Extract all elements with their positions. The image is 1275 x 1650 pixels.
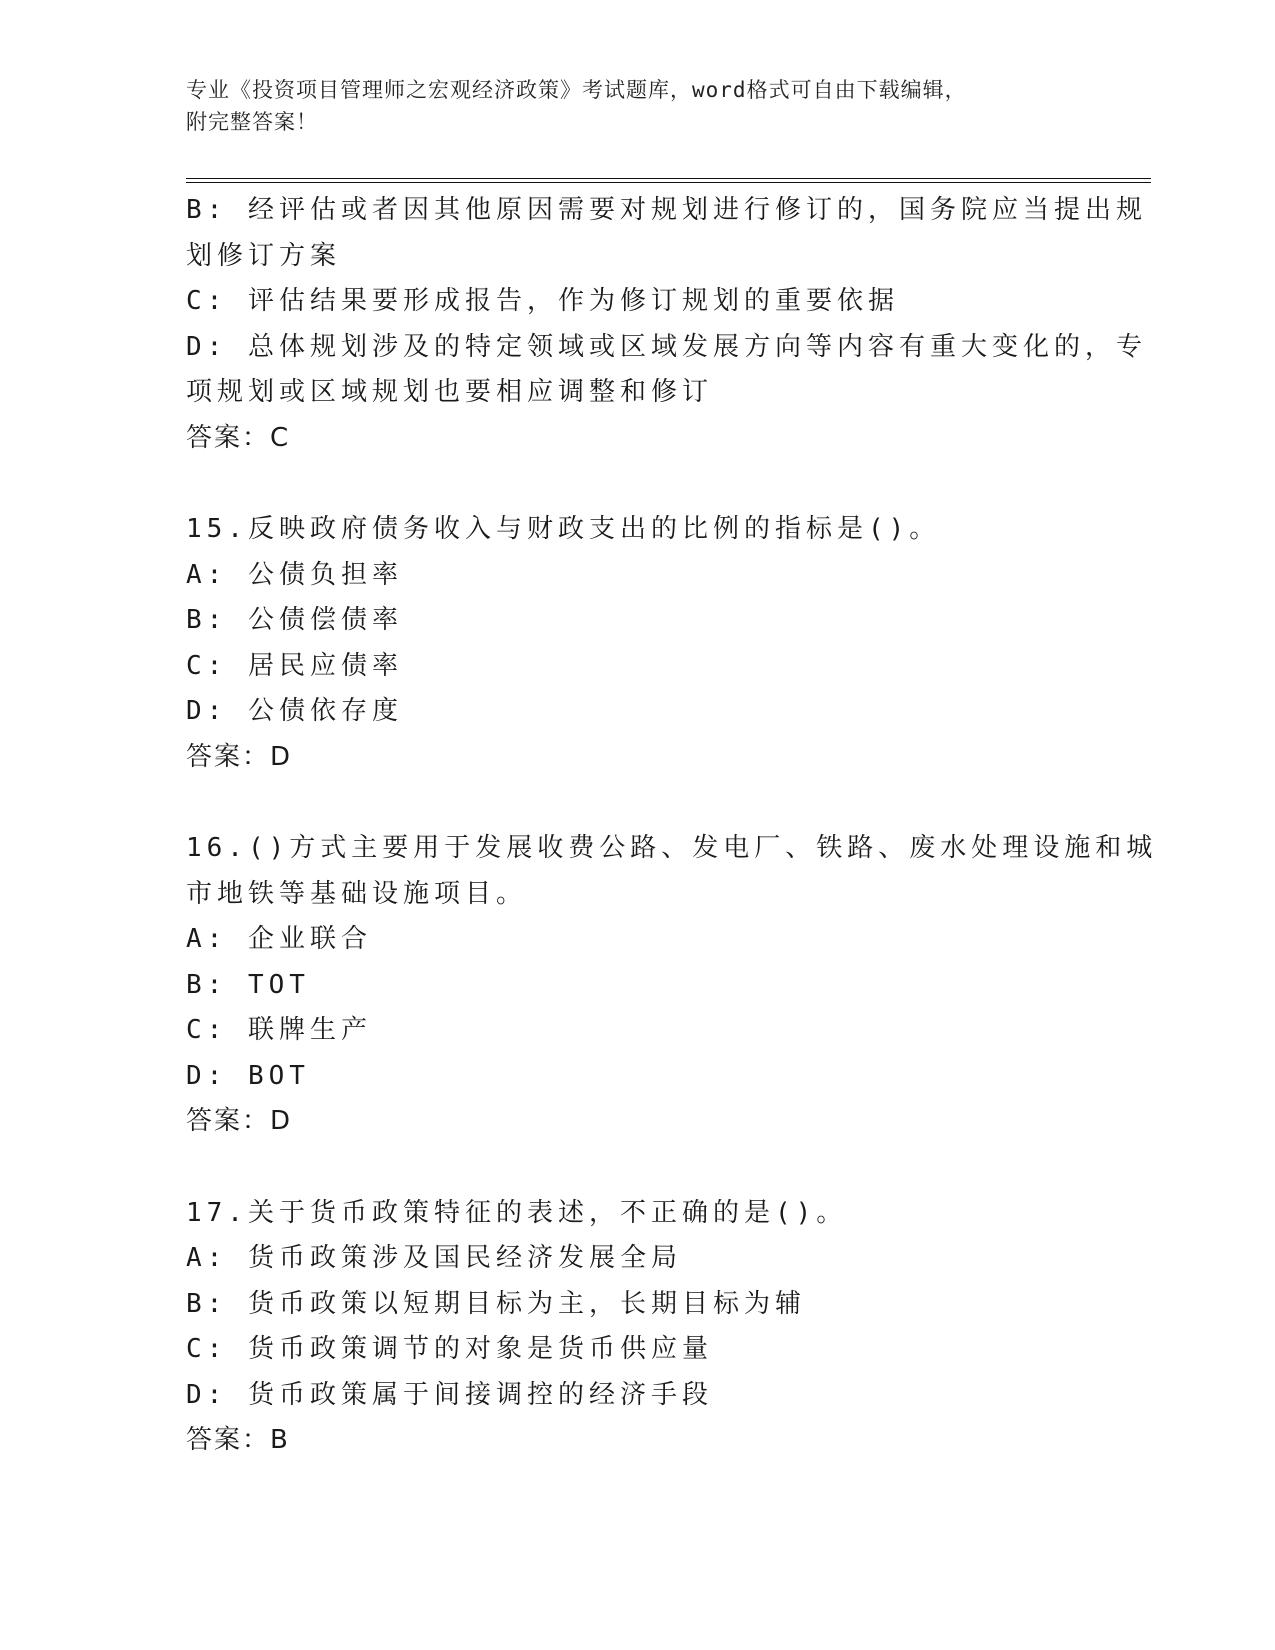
option-b: B: 公债偿债率 [186, 605, 403, 635]
question-text: 15.反映政府债务收入与财政支出的比例的指标是()。 [186, 514, 941, 544]
answer-line: 答案：B [186, 1425, 290, 1455]
header-line-2: 附完整答案！ [186, 110, 318, 134]
spacer [186, 780, 1086, 826]
question-17 [186, 1191, 1086, 1464]
question-14-continuation [186, 188, 1147, 461]
document-body [186, 188, 1158, 1464]
question-15 [186, 507, 1086, 780]
option-d-line-1: D: 总体规划涉及的特定领域或区域发展方向等内容有重大变化的，专 [186, 331, 1147, 362]
option-a: A: 公债负担率 [186, 559, 403, 590]
option-b-line-2: 划修订方案 [186, 240, 342, 271]
option-b-line-1: B: 经评估或者因其他原因需要对规划进行修订的，国务院应当提出规 [186, 195, 1147, 225]
question-text: 17.关于货币政策特征的表述，不正确的是()。 [186, 1197, 848, 1228]
spacer [186, 1145, 1086, 1191]
option-b: B: 货币政策以短期目标为主，长期目标为辅 [186, 1288, 806, 1319]
option-d: D: 货币政策属于间接调控的经济手段 [186, 1379, 713, 1410]
option-d-line-2: 项规划或区域规划也要相应调整和修订 [186, 377, 714, 407]
option-c: C: 货币政策调节的对象是货币供应量 [186, 1334, 713, 1364]
page-header [186, 74, 1106, 138]
option-d: D: 公债依存度 [186, 696, 403, 726]
answer-line: 答案：D [186, 1106, 293, 1136]
option-c: C: 联牌生产 [186, 1015, 372, 1045]
answer-line: 答案：D [186, 741, 293, 772]
spacer [186, 461, 1086, 507]
header-line-1: 专业《投资项目管理师之宏观经济政策》考试题库，word格式可自由下载编辑， [186, 78, 967, 102]
question-text-line-2: 市地铁等基础设施项目。 [186, 878, 528, 909]
option-b: B: TOT [186, 969, 310, 1000]
option-c: C: 居民应债率 [186, 650, 403, 681]
question-text-line-1: 16.()方式主要用于发展收费公路、发电厂、铁路、废水处理设施和城 [186, 833, 1158, 863]
option-a: A: 货币政策涉及国民经济发展全局 [186, 1243, 682, 1273]
option-d: D: BOT [186, 1060, 310, 1091]
answer-line: 答案：C [186, 422, 291, 453]
option-a: A: 企业联合 [186, 924, 372, 954]
question-16 [186, 826, 1158, 1145]
option-c: C: 评估结果要形成报告，作为修订规划的重要依据 [186, 286, 899, 316]
header-double-rule [186, 178, 1151, 183]
